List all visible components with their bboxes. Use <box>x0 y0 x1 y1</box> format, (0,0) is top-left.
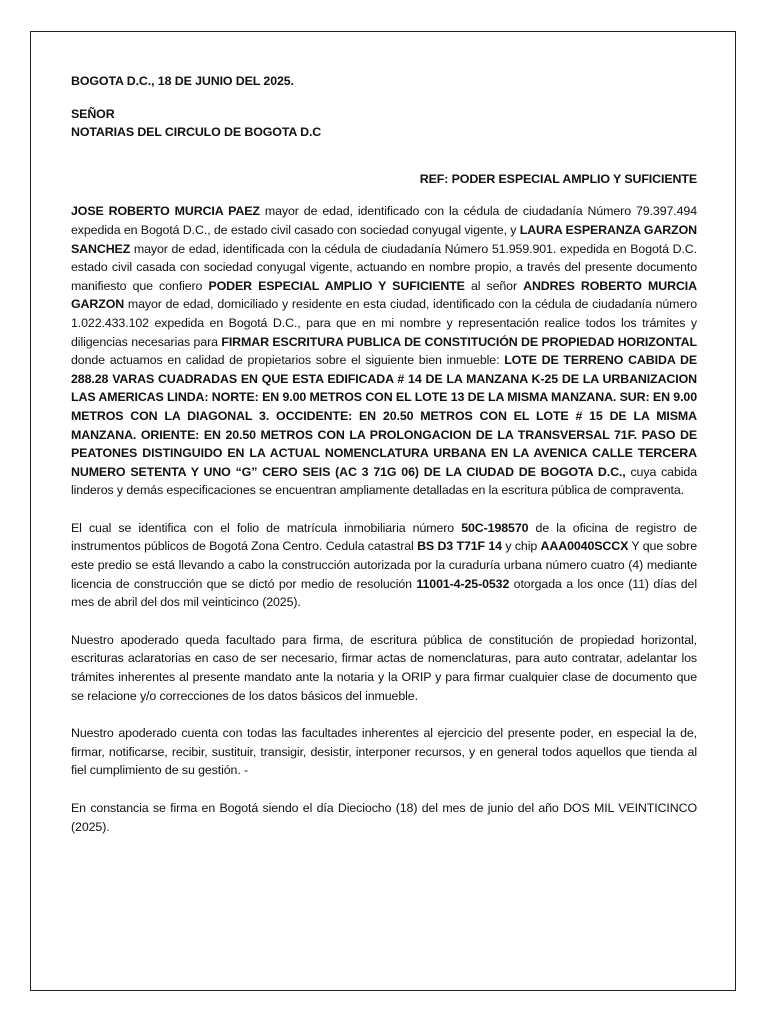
paragraph-attorney-faculties <box>71 724 697 780</box>
paragraph-signature-statement <box>71 799 697 836</box>
text-run: y chip <box>501 539 541 554</box>
paragraph-grant-of-power <box>71 202 697 500</box>
bold-text-run: FIRMAR ESCRITURA PUBLICA DE CONSTITUCIÓN DE PROPIEDAD HORIZONTAL <box>221 334 697 349</box>
text-run: mayor de edad, domiciliado y residente en esta ciudad, identificado con la cédula de ciudadanía número 1.022.433.102 expedida en Bogotá D.C., para que en mi nombre y representación realice todos los trámites y diligencias necesarias para <box>71 297 697 349</box>
text-run: mayor de edad, identificada con la cédula de ciudadanía Número 51.959.901. expedida en Bogotá D.C. estado civil casada con sociedad conyugal vigente, actuando en nombre propio, a través del presente documento manifiesto que confiero <box>71 241 697 293</box>
text-run: al señor <box>464 278 524 293</box>
addressee-block <box>71 105 697 142</box>
bold-text-run: JOSE ROBERTO MURCIA PAEZ <box>71 204 260 219</box>
text-run: Nuestro apoderado queda facultado para firma, de escritura pública de constitución de propiedad horizontal, escrituras aclaratorias en caso de ser necesario, firmar actas de nomenclaturas, para auto contratar, adelantar los trámites inherentes al presente mandato ante la notaria y la ORIP y para firmar cualquier clase de documento que se relacione y/o correcciones de los datos básicos del inmueble. <box>71 632 697 703</box>
bold-text-run: ANDRES ROBERTO MURCIA GARZON <box>71 278 698 312</box>
salutation: SEÑOR <box>71 106 115 121</box>
text-run: En constancia se firma en Bogotá siendo el día Dieciocho (18) del mes de junio del año DOS MIL VEINTICINCO (2025). <box>71 801 697 834</box>
text-run: El cual se identifica con el folio de matrícula inmobiliaria número <box>71 520 462 535</box>
text-run: de la oficina de registro de instrumentos públicos de Bogotá Zona Centro. Cedula catastral <box>71 520 697 554</box>
text-run: otorgada a los once (11) días del mes de abril del dos mil veinticinco (2025). <box>71 576 697 610</box>
bold-text-run: AAA0040SCCX <box>540 539 629 554</box>
bold-text-run: PODER ESPECIAL AMPLIO Y SUFICIENTE <box>208 278 465 293</box>
date-line: BOGOTA D.C., 18 DE JUNIO DEL 2025. <box>71 74 294 88</box>
bold-text-run: LAURA ESPERANZA GARZON SANCHEZ <box>71 222 697 256</box>
document-body <box>71 72 697 836</box>
bold-text-run: BS D3 T71F 14 <box>417 539 502 554</box>
text-run: donde actuamos en calidad de propietarios sobre el siguiente bien inmueble: <box>71 353 505 368</box>
bold-text-run: LOTE DE TERRENO CABIDA DE 288.28 VARAS CUADRADAS EN QUE ESTA EDIFICADA # 14 DE LA MANZANA K-25 DE LA URBANIZACION LAS AMERICAS LINDA: NORTE: EN 9.00 METROS CON EL LOTE 13 DE LA MISMA MANZANA. SUR: EN 9.00 METROS CON LA DIAGONAL 3. OCCIDENTE: EN 20.50 METROS CON EL LOTE # 15 DE LA MISMA MANZANA. ORIENTE: EN 20.50 METROS CON LA PROLONGACION DE LA TRANSVERSAL 71F. PASO DE PEATONES DISTINGUIDO EN LA ACTUAL NOMENCLATURA URBANA EN LA AVENICA CALLE TERCERA NUMERO SETENTA Y UNO “G” CERO SEIS (AC 3 71G 06) DE LA CIUDAD DE BOGOTA D.C., <box>71 353 698 479</box>
document-page <box>30 31 736 991</box>
bold-text-run: 11001-4-25-0532 <box>416 576 510 591</box>
paragraph-attorney-powers <box>71 631 697 705</box>
addressee: NOTARIAS DEL CIRCULO DE BOGOTA D.C <box>71 125 322 140</box>
bold-text-run: 50C-198570 <box>461 520 529 535</box>
text-run: mayor de edad, identificado con la cédula de ciudadanía Número 79.397.494 expedida en Bogotá D.C., de estado civil casado con sociedad conyugal vigente, y <box>71 204 698 237</box>
text-run: Y que sobre este predio se está llevando a cabo la construcción autorizada por la curaduría urbana número cuatro (4) mediante licencia de construcción que se dictó por medio de resolución <box>71 539 698 591</box>
paragraph-property-identification <box>71 519 697 612</box>
reference-line: REF: PODER ESPECIAL AMPLIO Y SUFICIENTE <box>419 171 697 186</box>
text-run: Nuestro apoderado cuenta con todas las facultades inherentes al ejercicio del presente poder, en especial la de, firmar, notificarse, recibir, sustituir, transigir, desistir, interponer recursos, y en general todos aquellos que tienda al fiel cumplimiento de su gestión. - <box>71 726 697 778</box>
text-run: cuya cabida linderos y demás especificaciones se encuentran ampliamente detalladas en la escritura pública de compraventa. <box>71 464 698 498</box>
